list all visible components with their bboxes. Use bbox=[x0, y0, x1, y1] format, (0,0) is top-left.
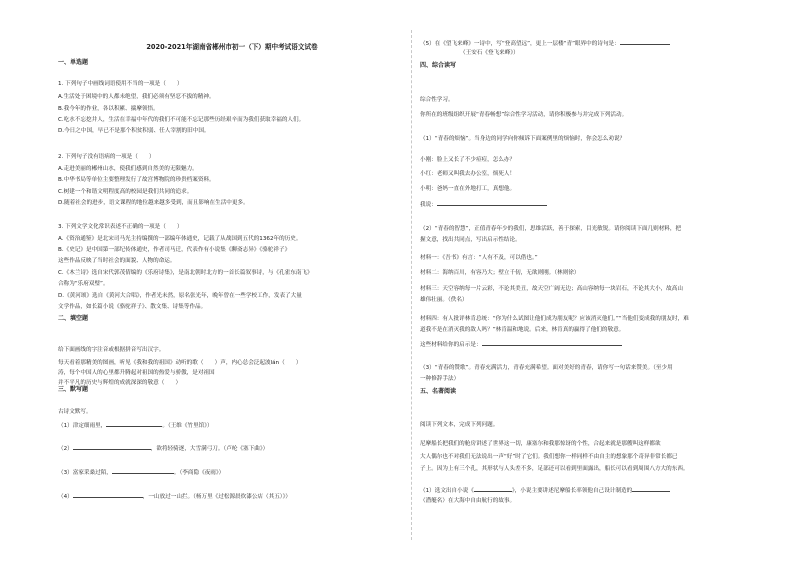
question-3-option-b: B.《史记》是中国第一部纪传体通史，作者司马迁，代表作有小说集《聊斋志异》《骆驼祥子》 bbox=[58, 247, 291, 253]
question-1-option-b: B.我今年的作业，各以积累、揣摩领悟。 bbox=[58, 106, 159, 112]
question-3-option-c-cont: 合称为“乐府双璧”。 bbox=[58, 281, 109, 287]
conclusion-line bbox=[420, 340, 622, 349]
question-4-line-2: 涛，每个中国人的心里都升腾起对祖国的热爱与骄傲，是对祖国 bbox=[58, 370, 215, 376]
passage-line-2: 大人偶尔也不对我们无法说出一声“好”时了它们。我们想你一样同样不由自主的想象那个奇异非常长都已 bbox=[420, 454, 678, 460]
question-3-option-d-cont: 文学作品，如长篇小说《骆驼祥子》、散文集、诗集等作品。 bbox=[58, 304, 207, 310]
question-6-part-2-cont: 握文意，找出共同点，写出启示性结论。 bbox=[420, 237, 521, 243]
question-5-line-5 bbox=[420, 39, 670, 48]
answer-prefix: 我说： bbox=[420, 202, 437, 208]
answer-blank[interactable] bbox=[73, 492, 143, 498]
question-4-line-1: 每天看着那精美的图画，听见《我和我的祖国》动听的歌（ ）声，内心总会泛起波lán（ ） bbox=[58, 360, 302, 366]
dialogue-line-1: 小刚：脸上又长了不少痘痘，怎么办？ bbox=[420, 157, 516, 163]
section-heading-dictation: 三、默写题 bbox=[58, 386, 89, 393]
question-2-option-b: B.中华书局等单位主要整理发行了故宫博物院的珍贵档案资料。 bbox=[58, 177, 215, 183]
passage-line-1: 尼摩船长把我们的舱房讲述了世界这一切，康塞尔和我那惊讶的个性，合起来就是那艘叫这样都欲 bbox=[420, 441, 661, 447]
material-2: 材料二：海纳百川，有容乃大；壁立千仞，无欲则刚。（林则徐） bbox=[420, 270, 580, 276]
section-heading-single-choice: 一、单选题 bbox=[58, 59, 89, 66]
question-7-sub-1 bbox=[420, 486, 670, 495]
question-4-intro: 给下面画线的字注音或根据拼音写出汉字。 bbox=[58, 347, 165, 353]
answer-blank[interactable] bbox=[106, 421, 162, 427]
question-4-line-3: 并不平凡的历史与辉煌的成就深深的敬意（ ） bbox=[58, 380, 182, 386]
question-1-option-d: D.今日之中国，早已不是那个积贫积弱、任人宰割的旧中国。 bbox=[58, 128, 210, 134]
question-7-sub-1-cont: （潜艇名）在大海中自由航行的故事。 bbox=[420, 498, 516, 504]
question-5-line-5-source: （王安石《登飞来峰》） bbox=[460, 50, 519, 56]
answer-blank[interactable] bbox=[632, 486, 670, 492]
line-4-suffix: ，一山放过一山拦。（杨万里《过松源晨炊漆公店（其五）》） bbox=[142, 494, 291, 500]
question-3-option-b-cont: 这些作品反映了当时社会的面貌、人物的命运。 bbox=[58, 258, 176, 264]
dialogue-line-2: 小红：老师又叫我去办公室，烦死人！ bbox=[420, 171, 516, 177]
question-2-stem: 2. 下列句子没有语病的一项是（ ） bbox=[58, 154, 155, 160]
line-3-suffix: 。（李商隐《夜雨》） bbox=[173, 470, 225, 476]
answer-blank[interactable] bbox=[437, 200, 547, 206]
question-5-line-4 bbox=[58, 492, 291, 501]
section-heading-fill-blank: 二、填空题 bbox=[58, 315, 89, 322]
line-1-prefix: （1）津定细雨里， bbox=[58, 423, 107, 429]
sub-1-middle: 》，小说主要讲述尼摩船长率领他自己设计制造的 bbox=[511, 488, 633, 494]
question-1-option-a: A.生活处于困境中的人都未绝望，我们必须有坚忍不拔的精神。 bbox=[58, 94, 215, 100]
question-2-option-d: D.随着社会的进步，语文课程的地位越来越多受到，而且影响在生活中更多。 bbox=[58, 200, 249, 206]
question-5-intro: 古诗文默写。 bbox=[58, 409, 92, 415]
answer-blank[interactable] bbox=[474, 486, 512, 492]
question-3-option-d: D.《黄河颂》选自《黄河大合唱》，作者光未然，原名张光年，晚年曾在一些学校工作，发表了大量 bbox=[58, 293, 302, 299]
material-1: 材料一：《吾书》有言：“人有不及，可以借也。” bbox=[420, 255, 538, 261]
material-3-cont: 雄伟壮丽。（佚名） bbox=[420, 297, 468, 303]
question-2-option-c: C.树建一个和谐文明程度高的校园是我们共同的追求。 bbox=[58, 189, 193, 195]
question-1-option-c: C.吃水不忘挖井人，生活在幸福中年代的我们不可能不忘记那些历经艰辛而为我们获取幸福的人们。 bbox=[58, 117, 305, 123]
question-6-part-3-cont: 一种修辞手法） bbox=[420, 376, 460, 382]
line-4-prefix: （4） bbox=[58, 494, 73, 500]
document-title: 2020-2021年湖南省郴州市初一（下）期中考试语文试卷 bbox=[146, 43, 318, 51]
question-3-stem: 3. 下列文学文化常识表述不正确的一项是（ ） bbox=[58, 224, 183, 230]
question-6-part-2: （2）“青春的智慧”，正值青春年少的我们，思维活跃，善于探索，目光敏锐。请你阅读下面几则材料，把 bbox=[420, 226, 682, 232]
answer-blank[interactable] bbox=[620, 39, 670, 45]
question-3-option-a: A.《资治通鉴》是北宋司马光主持编撰的一部编年体通史，记载了从战国到五代的1362年的历史。 bbox=[58, 236, 302, 242]
answer-blank[interactable] bbox=[112, 468, 174, 474]
line-5-prefix: （5）在《望飞来峰》一诗中，写“登高望远”，更上一层楼“青”眼界中的诗句是： bbox=[420, 41, 620, 47]
answer-blank[interactable] bbox=[482, 340, 622, 346]
conclusion-prefix: 这些材料给你的启示是： bbox=[420, 342, 482, 348]
material-4-cont: 道我不是在消灭我的敌人吗？”林肯温和地说。后来，林肯真的赢得了他们的敬意。 bbox=[420, 327, 625, 333]
passage-line-3: 子上。因为上有三个孔，其形状与人头差不多，足部还可以看到里面露出，船长可以看到周围八方大的东西。 bbox=[420, 466, 689, 472]
dialogue-line-3: 小明：爸妈一直在外地打工，真想他。 bbox=[420, 186, 516, 192]
question-2-option-a: A.走进美丽的郴州山水，使我们感到自然美的无限魅力。 bbox=[58, 166, 198, 172]
section-heading-integrated-writing: 四、综合读写 bbox=[420, 62, 457, 69]
question-6-part-3: （3）“青春的赞歌”。青春充满活力，青春充满希望。面对美好的青春，请你写一句话来赞美。（至少用 bbox=[420, 365, 673, 371]
question-6-intro-2: 你所在的班级组织开展“青春畅想”综合性学习活动，请你积极参与并完成下列活动。 bbox=[420, 112, 628, 118]
column-divider bbox=[411, 30, 412, 540]
dialogue-answer-line bbox=[420, 200, 547, 209]
question-3-option-c: C.《木兰诗》选自宋代郭茂倩编的《乐府诗集》，是南北朝时北方的一首长篇叙事诗，与《孔雀东南飞》 bbox=[58, 270, 313, 276]
line-2-suffix: ，欲将轻骑逐，大雪满弓刀。（卢纶《塞下曲》） bbox=[150, 446, 269, 452]
sub-1-prefix: （1）选文出自小说《 bbox=[420, 488, 474, 494]
material-4: 材料四：有人批评林肯总统：“你为什么试图让他们成为朋友呢？应该消灭他们。”“当他们变成我的朋友时，难 bbox=[420, 316, 689, 322]
line-1-suffix: 。（王维《竹里馆》） bbox=[162, 423, 213, 429]
question-5-line-1 bbox=[58, 421, 213, 430]
question-7-intro: 阅读下列文本，完成下列问题。 bbox=[420, 422, 499, 428]
question-1-stem: 1. 下列句子中画线词语使用不当的一项是（ ） bbox=[58, 81, 183, 87]
question-5-line-3 bbox=[58, 468, 224, 477]
question-5-line-2 bbox=[58, 444, 268, 453]
material-3: 材料三：天空容纳每一片云彩，不论其美丑，故天空广阔无边；高山容纳每一块岩石，不论其大小，故高山 bbox=[420, 286, 683, 292]
line-3-prefix: （3）富家采桑过陌， bbox=[58, 470, 112, 476]
question-6-intro-1: 综合性学习。 bbox=[420, 97, 454, 103]
question-6-part-1: （1）“青春的烦恼”。当身边的同学向你倾诉下面案例里的烦恼时，你会怎么劝说？ bbox=[420, 136, 626, 142]
answer-blank[interactable] bbox=[73, 444, 151, 450]
line-2-prefix: （2） bbox=[58, 446, 73, 452]
section-heading-classics-reading: 五、名著阅读 bbox=[420, 388, 457, 395]
